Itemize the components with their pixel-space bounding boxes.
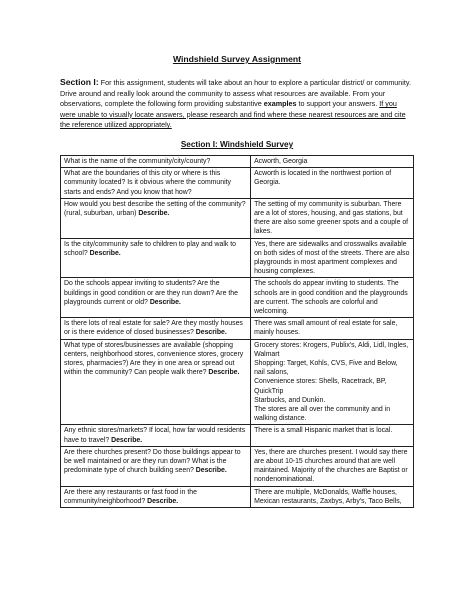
answer-line: Acworth, Georgia (254, 157, 308, 165)
answer-cell (251, 486, 414, 507)
answer-line: The schools do appear inviting to students. The schools are in good condition and the playgrounds are current. The schools are colorful and welcoming. (254, 280, 408, 316)
answer-cell (251, 318, 414, 339)
answer-cell (251, 155, 414, 167)
answer-line: There was small amount of real estate for sale, mainly houses. (254, 320, 398, 337)
question-text: What is the name of the community/city/county? (64, 157, 211, 165)
intro-text-2: to support your answers. (296, 99, 380, 109)
question-cell (61, 168, 251, 199)
answer-line: Grocery stores: Krogers, Publix's, Aldi, Lidl, Ingles, Walmart (254, 341, 409, 358)
answer-line: There is a small Hispanic market that is local. (254, 427, 393, 435)
question-cell (61, 238, 251, 278)
intro-paragraph (60, 77, 414, 131)
section-title: Section I: Windshield Survey (180, 139, 294, 149)
describe-label: Describe. (149, 298, 181, 306)
intro-bold-word: examples (263, 99, 297, 109)
answer-cell (251, 278, 414, 318)
question-text: Is the city/community safe to children to play and walk to school? (64, 240, 236, 257)
table-row (61, 278, 414, 318)
answer-cell (251, 339, 414, 425)
describe-label: Describe. (138, 209, 170, 217)
question-cell (61, 339, 251, 425)
intro-text-1: For this assignment, students will take about an hour to explore a particular district/ or community. Drive around and really look around the community to assess what resources are available. From your observations, complete the following form providing substantive (60, 78, 411, 109)
describe-label: Describe. (111, 436, 143, 444)
intro-lead: Section I: (60, 77, 99, 87)
question-text: Are there churches present? Do those buildings appear to be well maintained or are they run down? What is the predominate type of church building seen? (64, 448, 241, 475)
question-text: What type of stores/businesses are available (shopping centers, neighborhood stores, convenience stores, grocery stores, pharmacies?) Are they in one area or spread out within the community? Can people walk there? (64, 341, 244, 377)
table-row (61, 155, 414, 167)
answer-line: There are multiple, McDonalds, Waffle houses, Mexican restaurants, Zaxbys, Arby's, Taco Bells, (254, 488, 402, 505)
question-cell (61, 425, 251, 446)
table-row (61, 168, 414, 199)
answer-cell (251, 446, 414, 486)
question-cell (61, 486, 251, 507)
describe-label: Describe. (89, 249, 121, 257)
question-cell (61, 155, 251, 167)
answer-line: Yes, there are sidewalks and crosswalks available on both sides of most of the streets. There are also playgrounds in most apartment complexes and housing complexes. (254, 240, 410, 276)
survey-table (60, 155, 414, 508)
question-text: How would you best describe the setting of the community? (rural, suburban, urban) (64, 200, 246, 217)
table-row (61, 446, 414, 486)
describe-label: Describe. (195, 329, 227, 337)
table-row (61, 339, 414, 425)
document-title: Windshield Survey Assignment (172, 54, 302, 64)
question-cell (61, 198, 251, 238)
answer-line: The stores are all over the community and in walking distance. (254, 406, 391, 423)
intro-underlined: If you were unable to visually locate answers, please research and find where these nearest resources are and cite the reference utilized appropriately. (60, 99, 406, 130)
table-row (61, 425, 414, 446)
survey-table-body (61, 155, 414, 507)
question-cell (61, 446, 251, 486)
answer-line: Acworth is located in the northwest portion of Georgia. (254, 170, 392, 187)
question-cell (61, 318, 251, 339)
table-row (61, 486, 414, 507)
answer-line: Shopping: Target, Kohls, CVS, Five and Below, nail salons, (254, 360, 398, 377)
describe-label: Describe. (208, 369, 240, 377)
table-row (61, 318, 414, 339)
question-text: What are the boundaries of this city or where is this community located? Is it obvious where the community starts and ends? And you know that how? (64, 170, 231, 196)
answer-cell (251, 168, 414, 199)
question-text: Do the schools appear inviting to students? Are the buildings in good condition or are they run down? Are the playgrounds current or old? (64, 280, 238, 306)
table-row (61, 198, 414, 238)
table-row (61, 238, 414, 278)
question-text: Is there lots of real estate for sale? Are they mostly houses or is there evidence of closed businesses? (64, 320, 243, 337)
answer-line: The setting of my community is suburban. There are a lot of stores, housing, and gas stations, but there are also some greener spots and a couple of lakes. (254, 200, 409, 236)
answer-cell (251, 238, 414, 278)
describe-label: Describe. (195, 467, 227, 475)
question-text: Any ethnic stores/markets? If local, how far would residents have to travel? (64, 427, 246, 444)
describe-label: Describe. (147, 497, 179, 505)
answer-line: Yes, there are churches present. I would say there are about 10-15 churches around that are well maintained. Majority of the churches are Baptist or nondenominational. (254, 448, 408, 484)
answer-cell (251, 425, 414, 446)
question-text: Are there any restaurants or fast food in the community/neighborhood? (64, 488, 197, 505)
answer-line: Convenience stores: Shells, Racetrack, BP, QuickTrip (254, 378, 387, 395)
answer-cell (251, 198, 414, 238)
answer-line: Starbucks, and Dunkin. (254, 396, 326, 404)
question-cell (61, 278, 251, 318)
